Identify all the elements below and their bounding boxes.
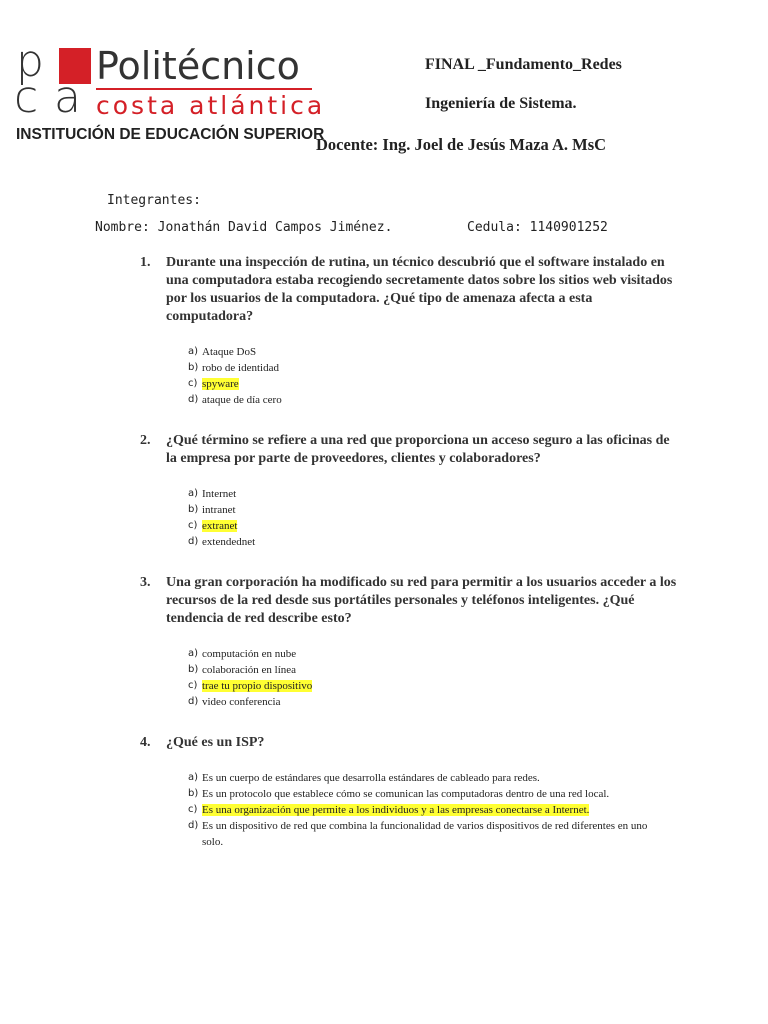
question-1 (140, 254, 680, 406)
question-text: Durante una inspección de rutina, un técnico descubrió que el software instalado en una computadora estaba recogiendo secretamente datos sobre los sitios web visitados por los usuarios de la computadora. ¿Qué tipo de amenaza afecta a esta computadora? (166, 255, 673, 324)
highlighted-answer: Es una organización que permite a los individuos y a las empresas conectarse a Internet. (202, 804, 590, 816)
option-a: a) Internet (188, 488, 237, 500)
program-name: Ingeniería de Sistema. (425, 95, 577, 112)
option-list (188, 770, 658, 850)
option-list (188, 646, 658, 710)
option-c-selected: c) spyware (188, 378, 239, 390)
logo-mark-letter-a: a (54, 72, 81, 123)
option-b: b) intranet (188, 504, 236, 516)
student-id: Cedula: 1140901252 (467, 220, 608, 235)
question-number: 1. (140, 255, 151, 270)
highlighted-answer: spyware (202, 378, 239, 390)
members-label: Integrantes: (107, 193, 201, 208)
option-c-selected: c) Es una organización que permite a los individuos y a las empresas conectarse a Internet. (188, 804, 590, 816)
highlighted-answer: trae tu propio dispositivo (202, 680, 313, 692)
option-c-selected: c) trae tu propio dispositivo (188, 680, 313, 692)
option-d: d) extendednet (188, 536, 256, 548)
question-2 (140, 432, 680, 548)
option-d: d) ataque de día cero (188, 394, 282, 406)
logo-institution: INSTITUCIÓN DE EDUCACIÓN SUPERIOR (16, 126, 325, 143)
option-d: d) video conferencia (188, 696, 281, 708)
option-c-selected: c) extranet (188, 520, 238, 532)
option-list (188, 486, 658, 550)
option-a: a) Ataque DoS (188, 346, 257, 358)
question-number: 2. (140, 433, 151, 448)
option-b: b) Es un protocolo que establece cómo se comunican las computadoras dentro de una red local. (188, 788, 610, 800)
logo-mark-letter-p: p (16, 36, 44, 87)
question-number: 4. (140, 735, 151, 750)
option-a: a) computación en nube (188, 648, 297, 660)
option-b: b) colaboración en línea (188, 664, 297, 676)
student-name: Nombre: Jonathán David Campos Jiménez. (95, 220, 393, 235)
logo-mark-letter-c: c (14, 72, 39, 123)
logo-mark (14, 36, 94, 124)
exam-title: FINAL _Fundamento_Redes (425, 56, 622, 73)
option-d: d) Es un dispositivo de red que combina la funcionalidad de varios dispositivos de red diferentes en uno solo. (188, 820, 648, 848)
option-list (188, 344, 658, 408)
highlighted-answer: extranet (202, 520, 238, 532)
logo-name: Politécnico (96, 44, 300, 88)
question-text: Una gran corporación ha modificado su red para permitir a los usuarios acceder a los recursos de la red desde sus portátiles personales y teléfonos inteligentes. ¿Qué tendencia de red describe esto? (166, 575, 677, 626)
institution-logo (14, 36, 326, 154)
question-4 (140, 734, 680, 848)
question-3 (140, 574, 680, 708)
option-a: a) Es un cuerpo de estándares que desarrolla estándares de cableado para redes. (188, 772, 540, 784)
question-number: 3. (140, 575, 151, 590)
option-b: b) robo de identidad (188, 362, 279, 374)
question-text: ¿Qué término se refiere a una red que proporciona un acceso seguro a las oficinas de la empresa por parte de proveedores, clientes y colaboradores? (166, 433, 670, 466)
logo-subtitle: costa atlántica (96, 91, 326, 120)
question-text: ¿Qué es un ISP? (166, 735, 265, 750)
teacher-name: Docente: Ing. Joel de Jesús Maza A. MsC (316, 135, 607, 154)
